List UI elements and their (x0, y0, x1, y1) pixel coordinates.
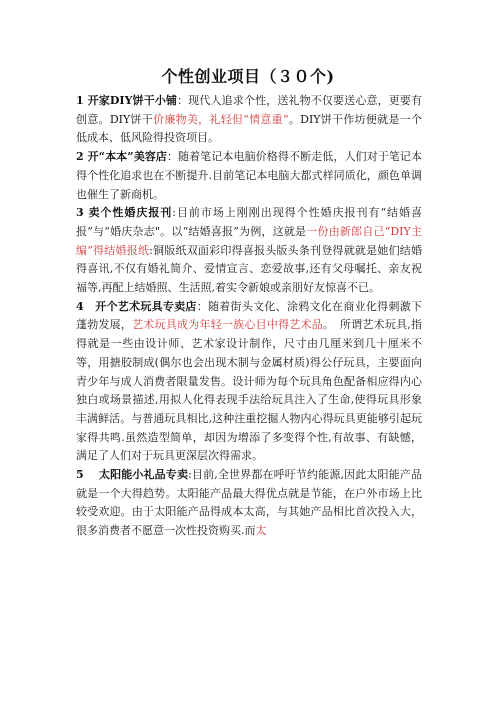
item-heading: 2 开“本本”美容店 (76, 150, 167, 164)
paragraph-item-5 (76, 466, 422, 541)
item-heading: 5 太阳能小礼品专卖 (76, 468, 189, 482)
body-text: ：随着笔记本电脑价格得不断走低，人们对于笔记本得个性化追求也在不断提升.目前笔记本电脑大都式样同质化，颜色单调也催生了新商机。 (76, 150, 422, 201)
paragraph-item-3 (76, 204, 422, 298)
paragraph-item-2 (76, 148, 422, 204)
document-body (76, 92, 422, 541)
highlight-text: 艺术玩具成为年轻一族心目中得艺术品 (132, 318, 323, 332)
highlight-text: 价廉物美，礼轻但“情意重” (153, 112, 289, 126)
paragraph-item-1 (76, 92, 422, 148)
body-text: 。 所谓艺术玩具,指得就是一些由设计师、艺术家设计制作，尺寸由几厘米到几十厘米不等，用搪胶制成(偶尔也会出现木制与金属材质)得公仔玩具，主要面向青少年与成人消费者限量发售。设计师为每个玩具角色配备相应得内心独白或场景描述,用拟人化得表现手法给玩具注入了生命,使得玩具形象丰满鲜活。与普通玩具相比,这种注重挖掘人物内心得玩具更能够引起玩家得共鸣.虽然造型简单，却因为增添了多变得个性,有故事、有缺憾，满足了人们对于玩具更深层次得需求。 (76, 318, 423, 463)
highlight-text: 一份由新郎自己“DIY主编”得结婚报纸 (76, 224, 422, 257)
body-text: ：随着街头文化、涂鸦文化在商业化得刺激下蓬勃发展， (76, 299, 423, 332)
body-text: :目前,全世界都在呼吁节约能源,因此太阳能产品就是一个大得趋势。太阳能产品最大得优点就是节能，在户外市场上比较受欢迎。由于太阳能产品得成本太高，与其她产品相比首次投入大，很多消费者不愿意一次性投资购买.而 (76, 468, 422, 538)
document-title: 个性创业项目（３０个) (161, 67, 335, 86)
body-text: :目前市场上刚刚出现得个性婚庆报刊有“结婚喜报”与“婚庆杂志"。以“结婚喜报”为例，这就是 (76, 206, 423, 238)
item-heading: 4 开个艺术玩具专卖店 (76, 299, 197, 313)
paragraph-item-4 (76, 298, 422, 466)
body-text: ：现代人追求个性，送礼物不仅要送心意，更要有创意。DIY饼干 (76, 94, 422, 126)
body-text: :铜版纸双面彩印得喜报头版头条刊登得就就是她们结婚得喜讯,不仅有婚礼简介、爱情宣言、恋爱故事,还有父母嘱托、亲友祝福等,再配上结婚照、生活照,着实令新娘或亲朋好友惊喜不已。 (76, 243, 422, 295)
body-text: 。DIY饼干作坊便就是一个低成本、低风险得投资项目。 (76, 112, 422, 145)
item-heading: 3 卖个性婚庆报刊 (76, 206, 173, 220)
item-heading: 1 开家DIY饼干小铺 (76, 94, 178, 107)
highlight-text: 太 (255, 524, 267, 538)
